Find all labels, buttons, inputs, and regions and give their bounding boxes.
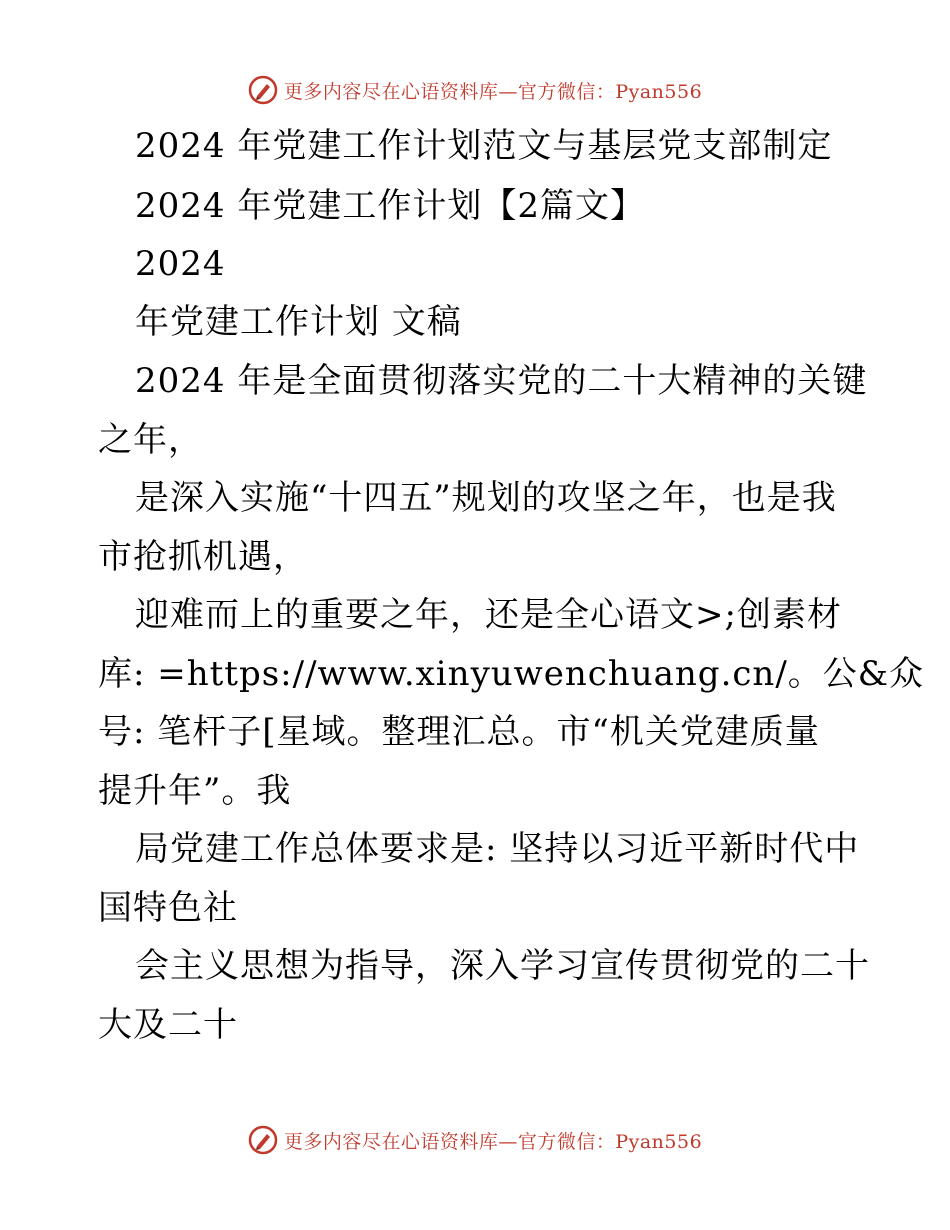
doc-text-line: 是深入实施“十四五”规划的攻坚之年，也是我 bbox=[135, 478, 837, 518]
doc-text-line: 2024 bbox=[135, 244, 226, 284]
pen-nib-logo-icon bbox=[248, 1125, 278, 1155]
doc-text-line: 库: =https://www.xinyuwenchuang.cn/。公&众 bbox=[98, 654, 925, 694]
header-banner-text: 更多内容尽在心语资料库—官方微信：Pyan556 bbox=[283, 80, 703, 103]
doc-text-line: 年党建工作计划 文稿 bbox=[135, 302, 462, 342]
footer-banner bbox=[0, 1120, 950, 1160]
footer-banner-text: 更多内容尽在心语资料库—官方微信：Pyan556 bbox=[283, 1130, 703, 1153]
doc-text-line: 会主义思想为指导，深入学习宣传贯彻党的二十 bbox=[135, 946, 870, 986]
doc-text-line: 市抢抓机遇， bbox=[98, 537, 308, 577]
doc-subtitle-line: 2024 年党建工作计划【2篇文】 bbox=[135, 186, 645, 226]
doc-text-line: 2024 年是全面贯彻落实党的二十大精神的关键 bbox=[135, 361, 868, 401]
doc-text-line: 局党建工作总体要求是: 坚持以习近平新时代中 bbox=[135, 829, 860, 869]
doc-text-line: 提升年”。我 bbox=[98, 771, 292, 811]
doc-title-line: 2024 年党建工作计划范文与基层党支部制定 bbox=[135, 126, 833, 166]
doc-text-line: 号: 笔杆子[星域。整理汇总。市“机关党建质量 bbox=[98, 712, 820, 752]
doc-text-line: 大及二十 bbox=[98, 1005, 238, 1045]
doc-text-line: 国特色社 bbox=[98, 888, 238, 928]
doc-text-line: 迎难而上的重要之年，还是全心语文>;创素材 bbox=[135, 595, 842, 635]
doc-text-line: 之年， bbox=[98, 420, 203, 460]
